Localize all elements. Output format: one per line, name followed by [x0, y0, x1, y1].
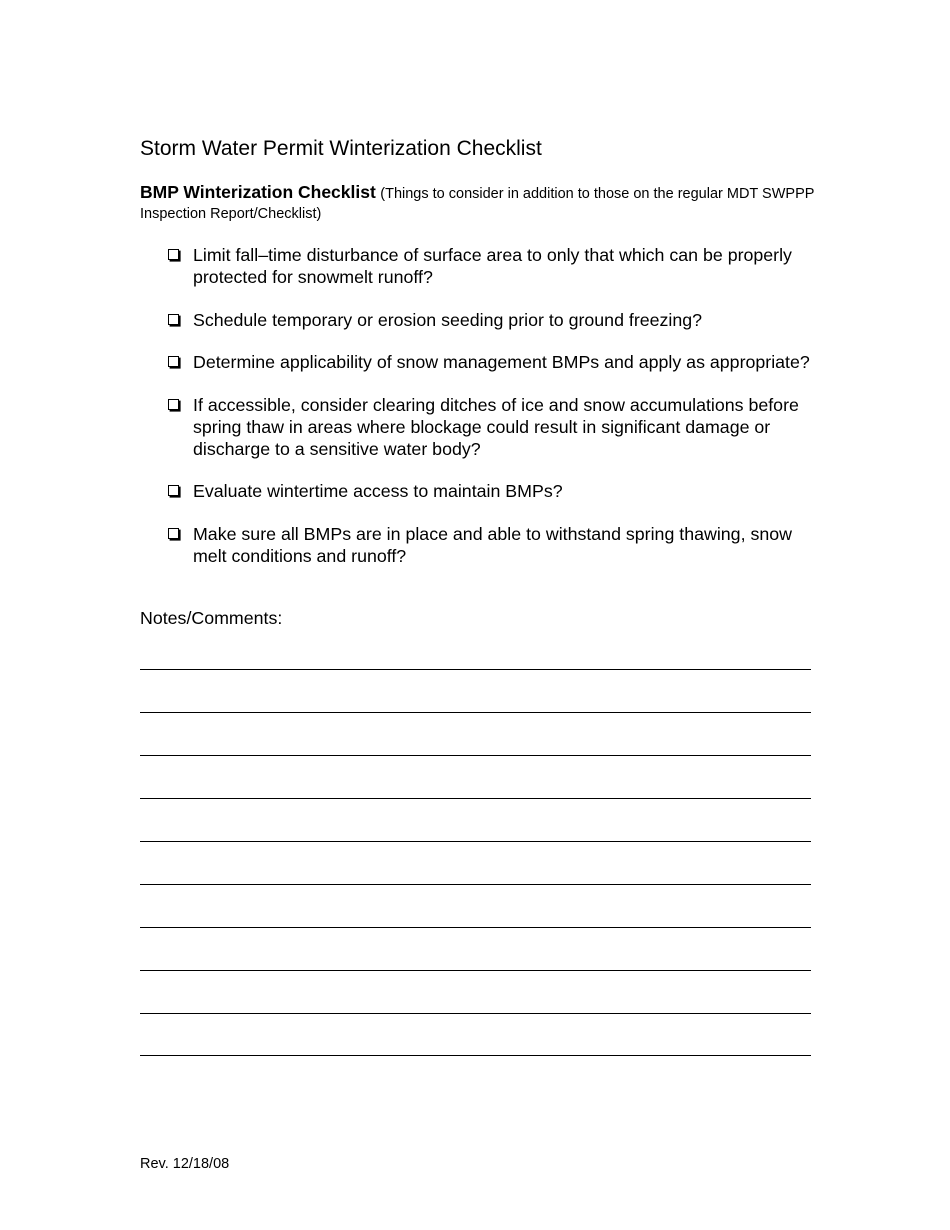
checkbox[interactable] — [168, 528, 179, 539]
checkbox[interactable] — [168, 399, 179, 410]
revision-date: Rev. 12/18/08 — [140, 1156, 230, 1172]
checkbox[interactable] — [168, 485, 179, 496]
notes-line[interactable] — [140, 841, 811, 842]
checklist-item-text: Schedule temporary or erosion seeding prior to ground freezing? — [193, 309, 703, 330]
checklist-item — [168, 480, 818, 502]
notes-label: Notes/Comments: — [140, 608, 283, 628]
checklist-item-text: Determine applicability of snow management BMPs and apply as appropriate? — [193, 352, 810, 372]
checklist-item — [168, 394, 818, 460]
checklist-item-text: If accessible, consider clearing ditches of ice and snow accumulations before spring thaw in areas where blockage could result in significant damage or discharge to a sensitive water body? — [193, 394, 799, 459]
checklist-item — [168, 523, 818, 567]
checkbox[interactable] — [168, 314, 179, 325]
notes-line[interactable] — [140, 927, 811, 928]
checklist-item — [168, 309, 818, 331]
subtitle-bold: BMP Winterization Checklist — [140, 182, 376, 202]
checklist — [168, 244, 818, 587]
checklist-item-text: Limit fall–time disturbance of surface area to only that which can be properly protected for snowmelt runoff? — [193, 245, 792, 287]
notes-line[interactable] — [140, 755, 811, 756]
notes-line[interactable] — [140, 712, 811, 713]
checklist-subtitle — [140, 183, 820, 224]
checklist-item-text: Evaluate wintertime access to maintain BMPs? — [193, 481, 563, 501]
notes-line[interactable] — [140, 798, 811, 799]
notes-line[interactable] — [140, 1013, 811, 1014]
notes-line[interactable] — [140, 1055, 811, 1056]
notes-line[interactable] — [140, 884, 811, 885]
page-title: Storm Water Permit Winterization Checklist — [140, 137, 542, 160]
notes-line[interactable] — [140, 669, 811, 670]
checklist-item-text: Make sure all BMPs are in place and able to withstand spring thawing, snow melt conditions and runoff? — [193, 523, 792, 566]
subtitle-description: (Things to consider in addition to those on the regular MDT SWPPP Inspection Report/Checklist) — [140, 186, 815, 222]
checklist-item — [168, 351, 818, 373]
checkbox[interactable] — [168, 249, 179, 260]
checklist-item — [168, 244, 818, 288]
notes-line[interactable] — [140, 970, 811, 971]
checkbox[interactable] — [168, 356, 179, 367]
